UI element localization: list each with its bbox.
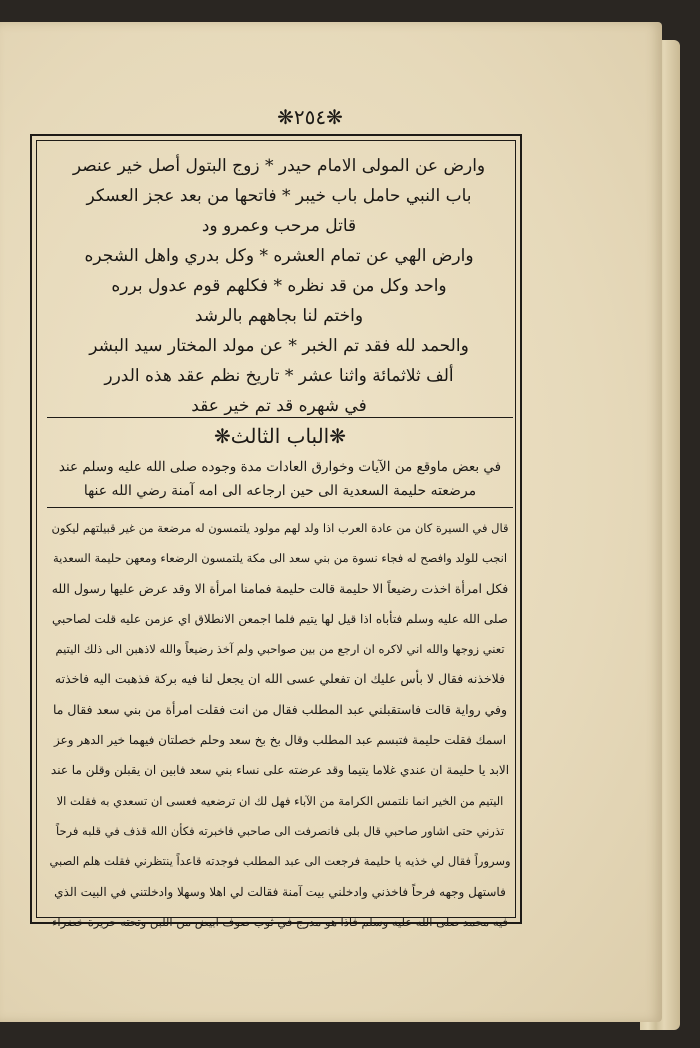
body-line: انجب للولد وافصح له فجاء نسوة من بني سعد الى مكة يلتمسون الرضعاء ومعهن حليمة السعدية <box>52 551 508 566</box>
page-number: ❋٢٥٤❋ <box>277 105 343 129</box>
body-line: فاستهل وجهه فرحاً فاخذني وادخلني بيت آمنة فقالت لي اهلا وسهلا وادخلتني في البيت الذي <box>54 884 506 899</box>
poem-line: واختم لنا بجاههم بالرشد <box>194 306 364 326</box>
poem-line: وارض عن المولى الامام حيدر * زوج البتول أصل خير عنصر <box>72 156 486 176</box>
poem-line: في شهره قد تم خير عقد <box>191 396 367 416</box>
poem-block <box>51 151 507 421</box>
chapter-subtitle-line: في بعض ماوقع من الآيات وخوارق العادات مدة وجوده صلى الله عليه وسلم عند <box>58 459 502 475</box>
body-line: فلاخذنه فقال لا بأس عليك ان تفعلي عسى الله ان يجعل لنا فيه بركة فذهبت اليه فاخذته <box>54 671 506 687</box>
poem-line: ألف ثلاثمائة واثنا عشر * تاريخ نظم عقد هذه الدرر <box>104 366 454 386</box>
chapter-subtitle <box>51 455 509 503</box>
poem-line: وارض الهي عن تمام العشره * وكل بدري واهل الشجره <box>84 246 474 266</box>
body-line: الابد يا حليمة ان عندي غلاما يتيما وقد عرضته على نساء بني سعد فابين ان يقبلن وقلن ما عند <box>50 763 510 778</box>
poem-line: باب النبي حامل باب خيبر * فاتحها من بعد عجز العسكر <box>86 186 472 206</box>
text-frame-inner <box>36 140 516 929</box>
poem-line: والحمد لله فقد تم الخبر * عن مولد المختار سيد البشر <box>89 336 469 356</box>
text-frame <box>30 134 522 929</box>
poem-line: قاتل مرحب وعمرو ود <box>201 216 357 236</box>
body-line: وسروراً فقال لي خذيه يا حليمة فرجعت الى عبد المطلب فوجدته قاعداً ينتظرني فقلت هلم الصبي <box>49 854 511 869</box>
poem-line: واحد وكل من قد نظره * فكلهم قوم عدول برره <box>111 276 447 296</box>
body-line: وفي رواية قالت فاستقبلني عبد المطلب فقال من انت فقلت امرأة من بني سعد فقال ما <box>52 701 508 717</box>
body-line: فيه محمد صلى الله عليه وسلم فاذا هو مدرج في ثوب صوف ابيض من اللبن وتحته حريرة خضراء <box>52 914 508 929</box>
book-page <box>0 22 662 1022</box>
body-line: تعني زوجها والله اني لاكره ان ارجع من بين صواحبي ولم آخذ رضيعاً والله لاذهبن الى ذلك اليتيم <box>55 642 505 657</box>
section-divider <box>47 417 513 418</box>
body-line: فكل امرأة اخذت رضيعاً الا حليمة قالت حليمة فمامنا امرأة الا وقد عرض عليها رسول الله <box>51 580 509 596</box>
body-line: قال في السيرة كان من عادة العرب اذا ولد لهم مولود يلتمسون له مرضعة من غير قبيلتهم ليكون <box>51 521 509 535</box>
body-line: اسمك فقلت حليمة فتبسم عبد المطلب وقال بخ بخ سعد وحلم خصلتان فيهما خير الدهر وعز <box>53 733 507 748</box>
body-line: صلى الله عليه وسلم فتأباه اذا قيل لها يتيم فلما اجمعن الانطلاق اي عزمن عليه قلت لصاحبي <box>51 611 508 626</box>
body-line: اليتيم من الخير انما نلتمس الكرامة من الآباء فهل لك ان ترضعيه فعسى ان تسعدي به فقلت الا <box>56 793 504 808</box>
body-line: تذرني حتى اشاور صاحبي قال بلى فانصرفت الى صاحبي فاخبرته فكأن الله قذف في قلبه فرحاً <box>55 823 505 838</box>
body-text <box>49 513 511 937</box>
chapter-subtitle-line: مرضعته حليمة السعدية الى حين ارجاعه الى امه آمنة رضي الله عنها <box>83 483 477 499</box>
section-divider <box>47 507 513 508</box>
chapter-title: ❋الباب الثالث❋ <box>214 424 346 448</box>
